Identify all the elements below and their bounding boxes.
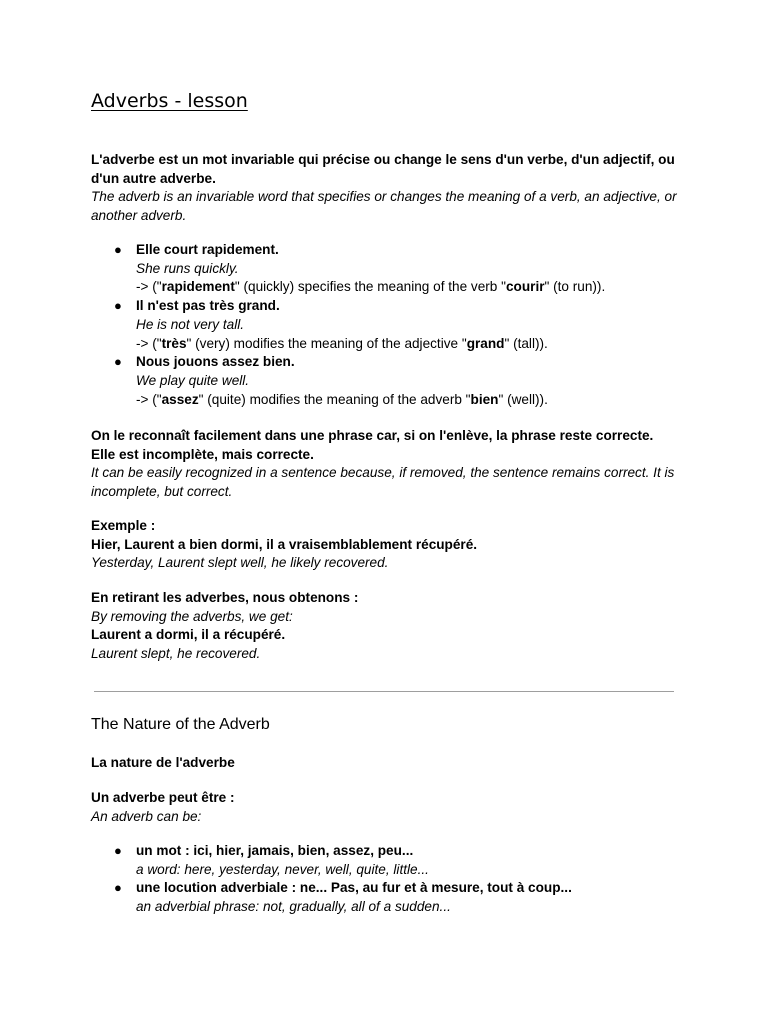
section-divider <box>94 691 674 692</box>
modified-word: grand <box>466 335 505 351</box>
explanation-text: " (to run)). <box>544 279 606 295</box>
example-french: Nous jouons assez bien. <box>136 354 295 370</box>
removal-french: En retirant les adverbes, nous obtenons : <box>91 590 359 605</box>
nature-intro-english: An adverb can be: <box>91 808 202 824</box>
example-label: Exemple : <box>91 518 156 533</box>
explanation-text: " (quickly) specifies the meaning of the verb " <box>234 279 506 295</box>
example-english: She runs quickly. <box>136 260 239 276</box>
list-item <box>91 297 681 353</box>
example-french: Il n'est pas très grand. <box>136 298 280 314</box>
page-title: Adverbs - lesson <box>91 90 248 112</box>
explanation-text: " (well)). <box>498 391 548 407</box>
nature-item-french: un mot : ici, hier, jamais, bien, assez, peu... <box>136 843 414 858</box>
section-subheading: La nature de l'adverbe <box>91 755 235 770</box>
removal-result-english: Laurent slept, he recovered. <box>91 646 261 662</box>
explanation-text: -> (" <box>136 279 162 295</box>
removal-result-french: Laurent a dormi, il a récupéré. <box>91 627 286 643</box>
nature-item-english: a word: here, yesterday, never, well, quite, little... <box>136 861 429 877</box>
intro-block <box>91 151 681 226</box>
explanation-text: -> (" <box>136 391 162 407</box>
nature-intro-french: Un adverbe peut être : <box>91 790 235 805</box>
bullet-icon: ● <box>114 843 122 858</box>
explanation-text: -> (" <box>136 335 162 351</box>
example-french: Elle court rapidement. <box>136 242 279 257</box>
examples-list <box>91 241 681 409</box>
adverb-word: très <box>161 335 187 351</box>
explanation-text: " (tall)). <box>504 335 548 351</box>
intro-french: L'adverbe est un mot invariable qui précise ou change le sens d'un verbe, d'un adjectif, ou d'un autre adverbe. <box>91 152 675 186</box>
modified-word: courir <box>505 279 545 295</box>
removal-block <box>91 589 681 664</box>
explanation-text: " (quite) modifies the meaning of the adverb " <box>198 391 471 407</box>
explanation-text: " (very) modifies the meaning of the adjective " <box>186 335 467 351</box>
nature-item-french: une locution adverbiale : ne... Pas, au fur et à mesure, tout à coup... <box>136 880 572 896</box>
recognize-english: It can be easily recognized in a sentence because, if removed, the sentence remains correct. It is incomplete, but correct. <box>91 465 675 500</box>
list-item <box>91 241 681 297</box>
list-item <box>91 879 681 916</box>
example-english: We play quite well. <box>136 372 250 388</box>
bullet-icon: ● <box>114 354 122 370</box>
example-sentence-english: Yesterday, Laurent slept well, he likely recovered. <box>91 555 389 571</box>
list-item <box>91 842 681 879</box>
example-block <box>91 517 681 573</box>
bullet-icon: ● <box>114 242 122 257</box>
nature-list <box>91 842 681 917</box>
nature-intro <box>91 789 681 826</box>
example-explanation <box>136 335 681 354</box>
nature-item-english: an adverbial phrase: not, gradually, all of a sudden... <box>136 899 451 915</box>
list-item <box>91 353 681 409</box>
example-sentence-french: Hier, Laurent a bien dormi, il a vraisemblablement récupéré. <box>91 536 478 552</box>
adverb-word: rapidement <box>161 279 235 295</box>
section-heading: The Nature of the Adverb <box>91 716 270 733</box>
removal-english: By removing the adverbs, we get: <box>91 608 293 624</box>
intro-english: The adverb is an invariable word that specifies or changes the meaning of a verb, an adjective, or another adverb. <box>91 189 677 224</box>
bullet-icon: ● <box>114 880 122 896</box>
example-english: He is not very tall. <box>136 316 245 332</box>
modified-word: bien <box>470 391 499 407</box>
example-explanation <box>136 391 681 410</box>
example-explanation <box>136 278 681 297</box>
recognize-block <box>91 427 681 502</box>
recognize-french: On le reconnaît facilement dans une phrase car, si on l'enlève, la phrase reste correcte. Elle est incomplète, mais correcte. <box>91 428 654 462</box>
bullet-icon: ● <box>114 298 122 314</box>
adverb-word: assez <box>161 391 199 407</box>
